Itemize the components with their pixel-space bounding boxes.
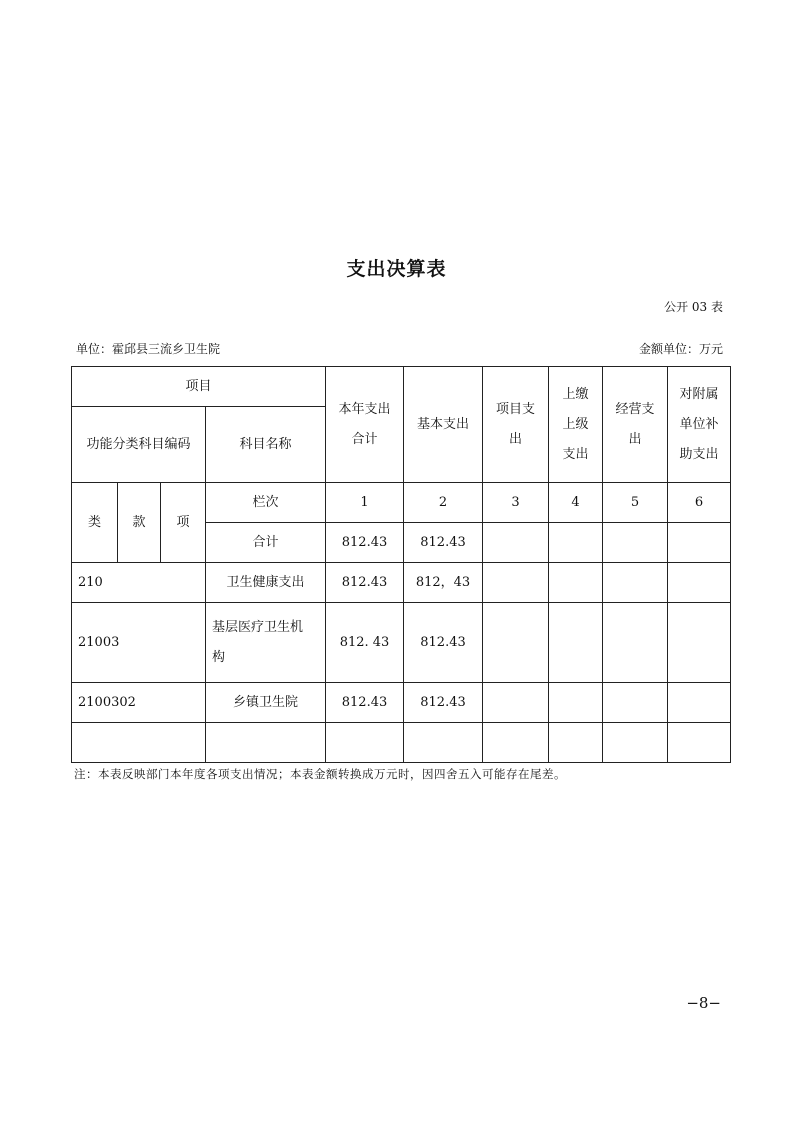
header-kuan: 款	[118, 483, 161, 563]
row-cell	[549, 683, 603, 723]
row-code: 2100302	[72, 683, 206, 723]
header-row-1	[72, 367, 731, 407]
col-number: 5	[603, 483, 668, 523]
row-name: 卫生健康支出	[206, 563, 326, 603]
row-cell	[483, 563, 549, 603]
empty-cell	[206, 723, 326, 763]
total-cell: 812.43	[326, 523, 404, 563]
table-note: 注：本表反映部门本年度各项支出情况；本表金额转换成万元时，因四舍五入可能存在尾差。	[74, 767, 566, 781]
header-project: 项目支 出	[483, 367, 549, 483]
col-number: 6	[668, 483, 731, 523]
total-cell	[603, 523, 668, 563]
col-number: 1	[326, 483, 404, 523]
empty-cell	[549, 723, 603, 763]
header-func-code: 功能分类科目编码	[72, 407, 206, 483]
row-code: 21003	[72, 603, 206, 683]
empty-cell	[603, 723, 668, 763]
col-number: 2	[404, 483, 483, 523]
header-upper: 上缴 上级 支出	[549, 367, 603, 483]
empty-cell	[72, 723, 206, 763]
row-name: 乡镇卫生院	[206, 683, 326, 723]
empty-cell	[668, 723, 731, 763]
column-number-row	[72, 483, 731, 523]
total-label: 合计	[206, 523, 326, 563]
row-cell: 812.43	[326, 563, 404, 603]
form-number: 公开 03 表	[664, 300, 723, 314]
row-cell	[603, 563, 668, 603]
page-number: −8−	[686, 994, 721, 1012]
empty-cell	[326, 723, 404, 763]
header-item: 项目	[72, 367, 326, 407]
empty-cell	[404, 723, 483, 763]
total-cell	[483, 523, 549, 563]
row-cell	[549, 563, 603, 603]
row-cell: 812.43	[404, 603, 483, 683]
row-code: 210	[72, 563, 206, 603]
col-number: 3	[483, 483, 549, 523]
row-cell: 812.43	[326, 683, 404, 723]
row-cell	[549, 603, 603, 683]
expenditure-table	[71, 366, 731, 763]
empty-cell	[483, 723, 549, 763]
empty-row	[72, 723, 731, 763]
page-title: 支出决算表	[346, 258, 447, 280]
header-xiang: 项	[161, 483, 206, 563]
row-cell	[483, 683, 549, 723]
total-cell: 812.43	[404, 523, 483, 563]
header-lei: 类	[72, 483, 118, 563]
header-subject-name: 科目名称	[206, 407, 326, 483]
header-basic: 基本支出	[404, 367, 483, 483]
row-cell	[668, 683, 731, 723]
row-cell	[603, 603, 668, 683]
reporting-unit: 单位：霍邱县三流乡卫生院	[76, 342, 221, 356]
total-cell	[668, 523, 731, 563]
table-row	[72, 603, 731, 683]
row-cell	[603, 683, 668, 723]
amount-unit: 金额单位：万元	[638, 342, 723, 356]
row-cell	[668, 563, 731, 603]
col-number: 4	[549, 483, 603, 523]
total-cell	[549, 523, 603, 563]
table-row	[72, 683, 731, 723]
row-cell: 812.43	[404, 683, 483, 723]
header-lanci: 栏次	[206, 483, 326, 523]
row-cell	[483, 603, 549, 683]
header-subsidy: 对附属 单位补 助支出	[668, 367, 731, 483]
header-business: 经营支 出	[603, 367, 668, 483]
row-name: 基层医疗卫生机 构	[206, 603, 326, 683]
row-cell: 812. 43	[326, 603, 404, 683]
table-row	[72, 563, 731, 603]
header-total: 本年支出 合计	[326, 367, 404, 483]
row-cell: 812，43	[404, 563, 483, 603]
row-cell	[668, 603, 731, 683]
